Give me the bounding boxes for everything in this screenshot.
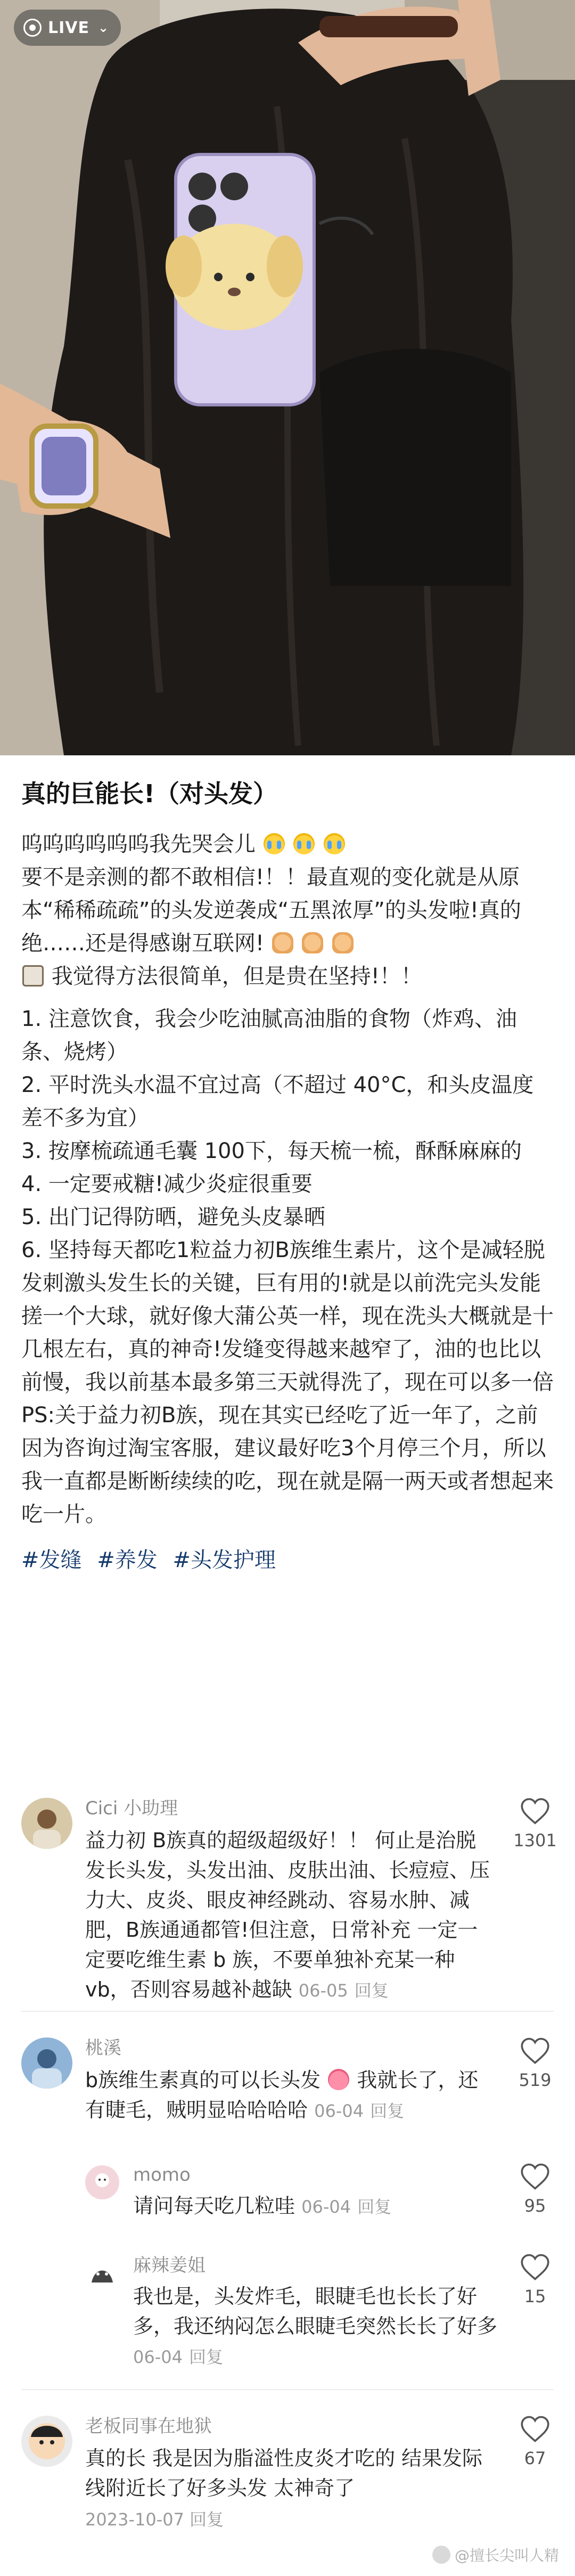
avatar[interactable] xyxy=(85,2256,119,2290)
comment-date: 06-04 xyxy=(314,2101,364,2121)
reply-button[interactable]: 回复 xyxy=(370,2101,405,2121)
like-button[interactable] xyxy=(511,2254,559,2308)
comment-date: 06-04 xyxy=(301,2197,351,2217)
reply-button[interactable]: 回复 xyxy=(190,2509,224,2530)
heart-icon xyxy=(521,2037,549,2064)
comment-date: 06-04 xyxy=(133,2347,183,2367)
hashtag-link[interactable]: #养发 xyxy=(97,1548,158,1572)
like-count: 95 xyxy=(524,2196,546,2216)
avatar[interactable] xyxy=(85,2165,119,2199)
list-item: PS:关于益力初B族，现在其实已经吃了近一年了，之前因为咨询过淘宝客服，建议最好吃3个月停三个月，所以我一直都是断断续续的吃，现在就是隔一两天或者想起来吃一片。 xyxy=(21,1403,554,1527)
watermark-text: @擅长尖叫人精 xyxy=(454,2547,559,2564)
avatar[interactable] xyxy=(21,2037,72,2089)
reply-button[interactable]: 回复 xyxy=(357,2197,392,2217)
avatar[interactable] xyxy=(21,1798,72,1849)
crying-face-icon xyxy=(324,833,345,854)
comment-body: 我也是，头发炸毛，眼睫毛也长长了好多，我还纳闷怎么眼睫毛突然长长了好多 xyxy=(133,2285,498,2338)
like-button[interactable] xyxy=(511,2037,559,2092)
like-count: 1301 xyxy=(513,1830,557,1851)
divider xyxy=(21,2011,554,2012)
live-badge[interactable] xyxy=(14,10,121,46)
comment-text xyxy=(133,2191,506,2222)
like-button[interactable] xyxy=(511,1798,559,1852)
comment-text xyxy=(85,1825,495,2006)
reply-button[interactable]: 回复 xyxy=(189,2347,224,2367)
post-paragraph xyxy=(21,861,554,960)
avatar[interactable] xyxy=(21,2416,72,2467)
commenter-name[interactable]: Cici 小助理 xyxy=(85,1798,178,1819)
post-photo[interactable] xyxy=(0,0,575,755)
live-label: LIVE xyxy=(48,18,89,37)
comment-body-continued: 我就长了，还有睫毛，贼明显哈哈哈哈 xyxy=(85,2068,479,2122)
commenter-name[interactable]: 桃溪 xyxy=(85,2037,121,2059)
weibo-logo-icon xyxy=(432,2546,450,2564)
post-paragraph xyxy=(21,828,554,861)
comment-body: 益力初 B族真的超级超级好！！ 何止是治脱发长头发，头发出油、皮肤出油、长痘痘、压力大、皮炎、眼皮神经跳动、容易水肿、减肥，B族通通都管!但注意，日常补充 一定一定要吃维生素 b 族，不要单独补充某一种 vb，否则容易越补越缺 xyxy=(85,1829,490,2001)
list-item: 4. 一定要戒糖!减少炎症很重要 xyxy=(21,1172,313,1196)
like-button[interactable] xyxy=(511,2163,559,2218)
commenter-name[interactable]: 麻辣姜姐 xyxy=(133,2255,206,2276)
list-item: 1. 注意饮食，我会少吃油腻高油脂的食物（炸鸡、油条、烧烤） xyxy=(21,1007,517,1064)
comment-body: 请问每天吃几粒哇 xyxy=(133,2194,295,2218)
list-item: 3. 按摩梳疏通毛囊 100下，每天梳一梳，酥酥麻麻的 xyxy=(21,1139,522,1163)
praying-hands-icon xyxy=(302,932,323,953)
post-title: 真的巨能长!（对头发） xyxy=(21,779,277,808)
heart-icon xyxy=(521,2163,549,2190)
heart-icon xyxy=(521,2254,549,2280)
paragraph-text: 我觉得方法很简单，但是贵在坚持!！！ xyxy=(51,964,422,989)
like-count: 15 xyxy=(524,2286,546,2306)
commenter-name[interactable]: 老板同事在地狱 xyxy=(85,2416,212,2437)
heart-icon xyxy=(521,2416,549,2442)
hashtag-link[interactable]: #发缝 xyxy=(21,1548,82,1572)
comment-meta xyxy=(85,2506,224,2531)
like-button[interactable] xyxy=(511,2416,559,2470)
comment-body: b族维生素真的可以长头发 xyxy=(85,2068,321,2092)
divider xyxy=(21,2389,554,2390)
comment-date: 06-05 xyxy=(298,1980,348,2001)
watermark xyxy=(432,2544,559,2565)
crying-face-icon xyxy=(264,833,285,854)
list-item: 2. 平时洗头水温不宜过高（不超过 40°C，和头皮温度差不多为宜） xyxy=(21,1073,534,1130)
praying-hands-icon xyxy=(272,932,293,953)
commenter-name[interactable]: momo xyxy=(133,2164,191,2186)
hashtag-row xyxy=(21,1544,554,1577)
comment-text xyxy=(85,2443,495,2503)
list-item: 5. 出门记得防晒，避免头皮暴晒 xyxy=(21,1205,325,1229)
face-emoji-icon xyxy=(328,2069,349,2090)
photo-illustration xyxy=(0,0,575,755)
hashtag-link[interactable]: #头发护理 xyxy=(172,1548,276,1572)
comment-body: 真的长 我是因为脂溢性皮炎才吃的 结果发际线附近长了好多头发 太神奇了 xyxy=(85,2447,483,2500)
crying-face-icon xyxy=(293,833,315,854)
list-item: 6. 坚持每天都吃1粒益力初B族维生素片，这个是减轻脱发刺激头发生长的关键，巨有用的!就是以前洗完头发能搓一个大球，就好像大蒲公英一样，现在洗头大概就是十几根左右，真的神奇!发缝变得越来越窄了，油的也比以前慢，我以前基本最多第三天就得洗了，现在可以多一倍 xyxy=(21,1238,554,1395)
like-count: 519 xyxy=(519,2070,552,2090)
paragraph-text: 要不是亲测的都不敢相信!！！最直观的变化就是从原本“稀稀疏疏”的头发逆袭成“五黑浓厚”的头发啦!真的绝……还是得感谢互联网! xyxy=(21,865,521,956)
heart-icon xyxy=(521,1798,549,1824)
like-count: 67 xyxy=(524,2448,546,2468)
tips-list xyxy=(21,1002,554,1531)
comment-text xyxy=(133,2281,506,2372)
intro-text: 呜呜呜呜呜呜我先哭会儿 xyxy=(21,832,256,857)
comment-date: 2023-10-07 xyxy=(85,2509,184,2530)
praying-hands-icon xyxy=(332,932,354,953)
clipboard-icon xyxy=(22,965,44,987)
comment-text xyxy=(85,2065,495,2126)
reply-button[interactable]: 回复 xyxy=(354,1980,389,2001)
post-content xyxy=(0,755,575,1577)
live-icon xyxy=(23,19,42,37)
chevron-down-icon: ⌄ xyxy=(98,20,110,35)
post-paragraph xyxy=(21,960,554,993)
